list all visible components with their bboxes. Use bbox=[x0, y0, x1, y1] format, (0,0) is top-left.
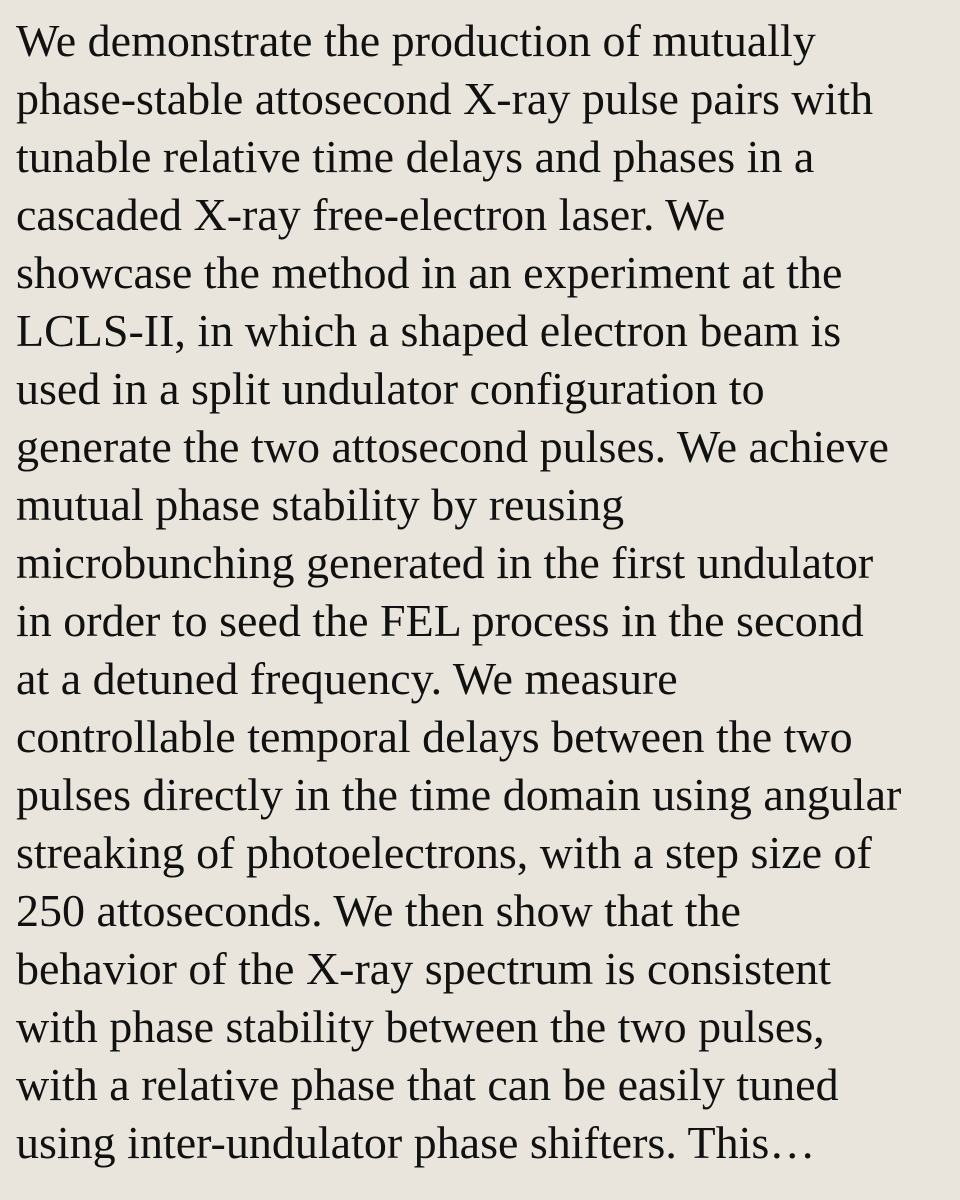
abstract-line: pulses directly in the time domain using angular bbox=[16, 769, 902, 820]
abstract-text bbox=[16, 12, 956, 1172]
abstract-line: 250 attoseconds. We then show that the bbox=[16, 885, 741, 936]
abstract-line: in order to seed the FEL process in the second bbox=[16, 595, 864, 646]
abstract-line: controllable temporal delays between the two bbox=[16, 711, 853, 762]
abstract-line: at a detuned frequency. We measure bbox=[16, 653, 678, 704]
abstract-line: showcase the method in an experiment at the bbox=[16, 247, 843, 298]
abstract-line: tunable relative time delays and phases in a bbox=[16, 131, 815, 182]
abstract-line: phase-stable attosecond X-ray pulse pairs with bbox=[16, 73, 874, 124]
abstract-line: microbunching generated in the first undulator bbox=[16, 537, 874, 588]
abstract-line: We demonstrate the production of mutually bbox=[16, 15, 816, 66]
abstract-line: LCLS-II, in which a shaped electron beam is bbox=[16, 305, 842, 356]
abstract-line: with phase stability between the two pulses, bbox=[16, 1001, 825, 1052]
abstract-line: generate the two attosecond pulses. We achieve bbox=[16, 421, 889, 472]
abstract-line: streaking of photoelectrons, with a step size of bbox=[16, 827, 872, 878]
abstract-line: mutual phase stability by reusing bbox=[16, 479, 625, 530]
abstract-line: cascaded X-ray free-electron laser. We bbox=[16, 189, 726, 240]
abstract-line: used in a split undulator configuration to bbox=[16, 363, 765, 414]
abstract-line: behavior of the X-ray spectrum is consistent bbox=[16, 943, 831, 994]
abstract-line: using inter-undulator phase shifters. This… bbox=[16, 1117, 816, 1168]
abstract-line: with a relative phase that can be easily tuned bbox=[16, 1059, 839, 1110]
